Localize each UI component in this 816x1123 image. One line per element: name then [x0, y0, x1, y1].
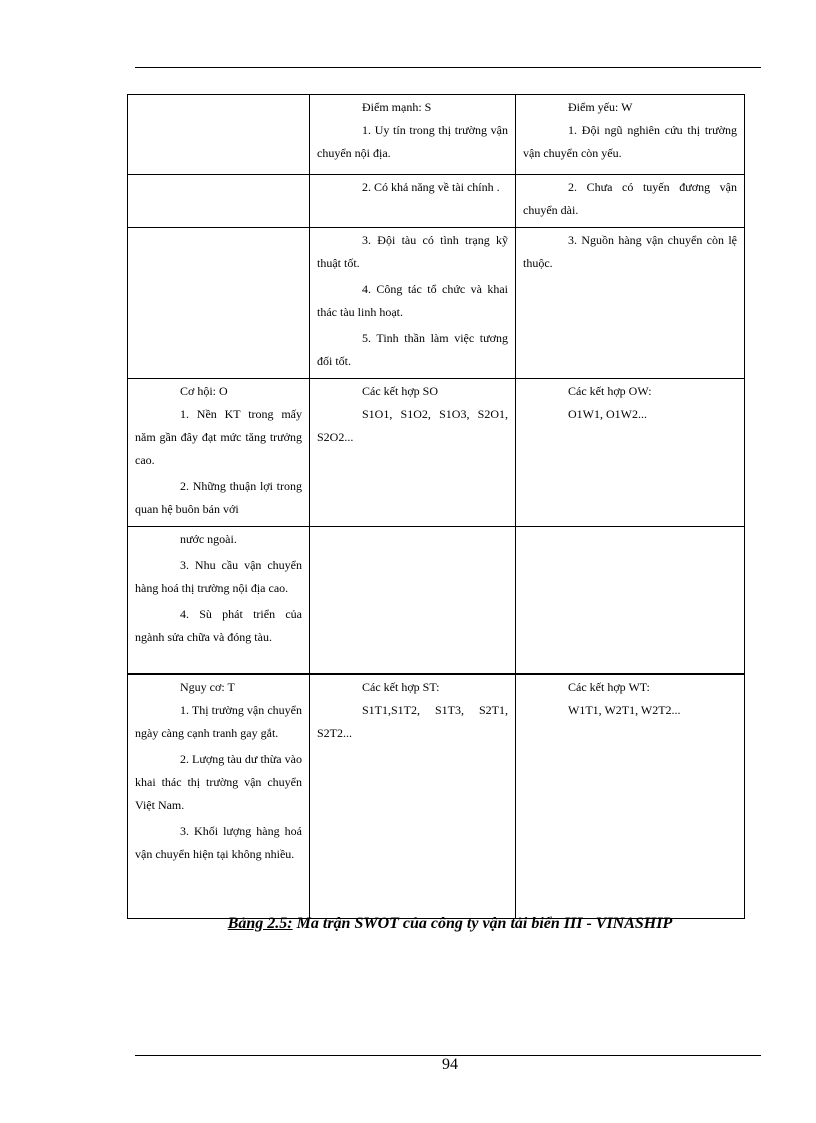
ow-values: O1W1, O1W2... — [568, 407, 647, 421]
st-values: S1T1,S1T2, S1T3, S2T1, S2T2... — [317, 702, 508, 740]
weakness-cell — [516, 228, 745, 379]
strength-item: 5. Tinh thần làm việc tương đối tốt. — [317, 331, 508, 368]
table-row — [128, 527, 745, 674]
table-row — [128, 674, 745, 919]
opportunity-item: 3. Nhu cầu vận chuyển hàng hoá thị trường nội địa cao. — [135, 558, 302, 595]
table-row — [128, 175, 745, 228]
wt-values: W1T1, W2T1, W2T2... — [568, 702, 681, 717]
table-cell-empty — [310, 527, 516, 674]
strength-item: 4. Công tác tổ chức và khai thác tàu linh hoạt. — [317, 282, 508, 319]
caption-label: Bảng 2.5: — [227, 915, 293, 932]
table-row — [128, 228, 745, 379]
weakness-item: 2. Chưa có tuyến đương vận chuyển dài. — [523, 180, 737, 217]
so-values: S1O1, S1O2, S1O3, S2O1, S2O2... — [317, 407, 508, 444]
header-rule — [135, 67, 761, 68]
weakness-item: 1. Đội ngũ nghiên cứu thị trường vận chuyển còn yếu. — [523, 123, 737, 160]
table-row — [128, 379, 745, 527]
table-cell-empty — [516, 527, 745, 674]
opportunity-cell — [128, 379, 310, 527]
strength-item: 1. Uy tín trong thị trường vận chuyển nội địa. — [317, 123, 508, 160]
opportunity-cell — [128, 527, 310, 674]
caption-text: Ma trận SWOT của công ty vận tải biển III - VINASHIP — [292, 915, 673, 932]
weakness-cell — [516, 175, 745, 228]
page-number: 94 — [442, 1056, 458, 1073]
threat-item: 2. Lượng tàu dư thừa vào khai thác thị trường vận chuyển Việt Nam. — [135, 751, 302, 812]
weakness-header: Điểm yếu: W — [568, 100, 633, 114]
threat-header: Nguy cơ: T — [180, 679, 235, 694]
threat-cell — [128, 674, 310, 919]
strength-header: Điểm mạnh: S — [362, 100, 432, 114]
opportunity-item: nước ngoài. — [180, 532, 237, 546]
opportunity-header: Cơ hội: O — [180, 384, 228, 398]
strength-cell — [310, 95, 516, 175]
strength-cell — [310, 175, 516, 228]
so-header: Các kết hợp SO — [362, 384, 439, 398]
so-combination-cell — [310, 379, 516, 527]
threat-item: 3. Khối lượng hàng hoá vận chuyển hiện tại không nhiều. — [135, 823, 302, 861]
opportunity-item: 1. Nền KT trong mấy năm gần đây đạt mức tăng trưởng cao. — [135, 407, 302, 467]
strength-item: 2. Có khả năng về tài chính . — [362, 180, 500, 194]
ow-combination-cell — [516, 379, 745, 527]
table-cell-empty — [128, 175, 310, 228]
strength-cell — [310, 228, 516, 379]
wt-header: Các kết hợp WT: — [568, 679, 650, 694]
table-cell-empty — [128, 95, 310, 175]
swot-matrix-table — [127, 94, 745, 919]
st-combination-cell — [310, 674, 516, 919]
ow-header: Các kết hợp OW: — [568, 384, 652, 398]
st-header: Các kết hợp ST: — [362, 679, 440, 694]
strength-item: 3. Đội tàu có tình trạng kỹ thuật tốt. — [317, 233, 508, 270]
threat-item: 1. Thị trường vận chuyển ngày càng cạnh tranh gay gắt. — [135, 702, 302, 740]
opportunity-item: 2. Những thuận lợi trong quan hệ buôn bán với — [135, 479, 302, 516]
opportunity-item: 4. Sù phát triển của ngành sửa chữa và đóng tàu. — [135, 607, 302, 644]
weakness-item: 3. Nguồn hàng vận chuyển còn lệ thuộc. — [523, 233, 737, 270]
wt-combination-cell — [516, 674, 745, 919]
table-row — [128, 95, 745, 175]
table-cell-empty — [128, 228, 310, 379]
weakness-cell — [516, 95, 745, 175]
table-caption — [0, 915, 816, 933]
